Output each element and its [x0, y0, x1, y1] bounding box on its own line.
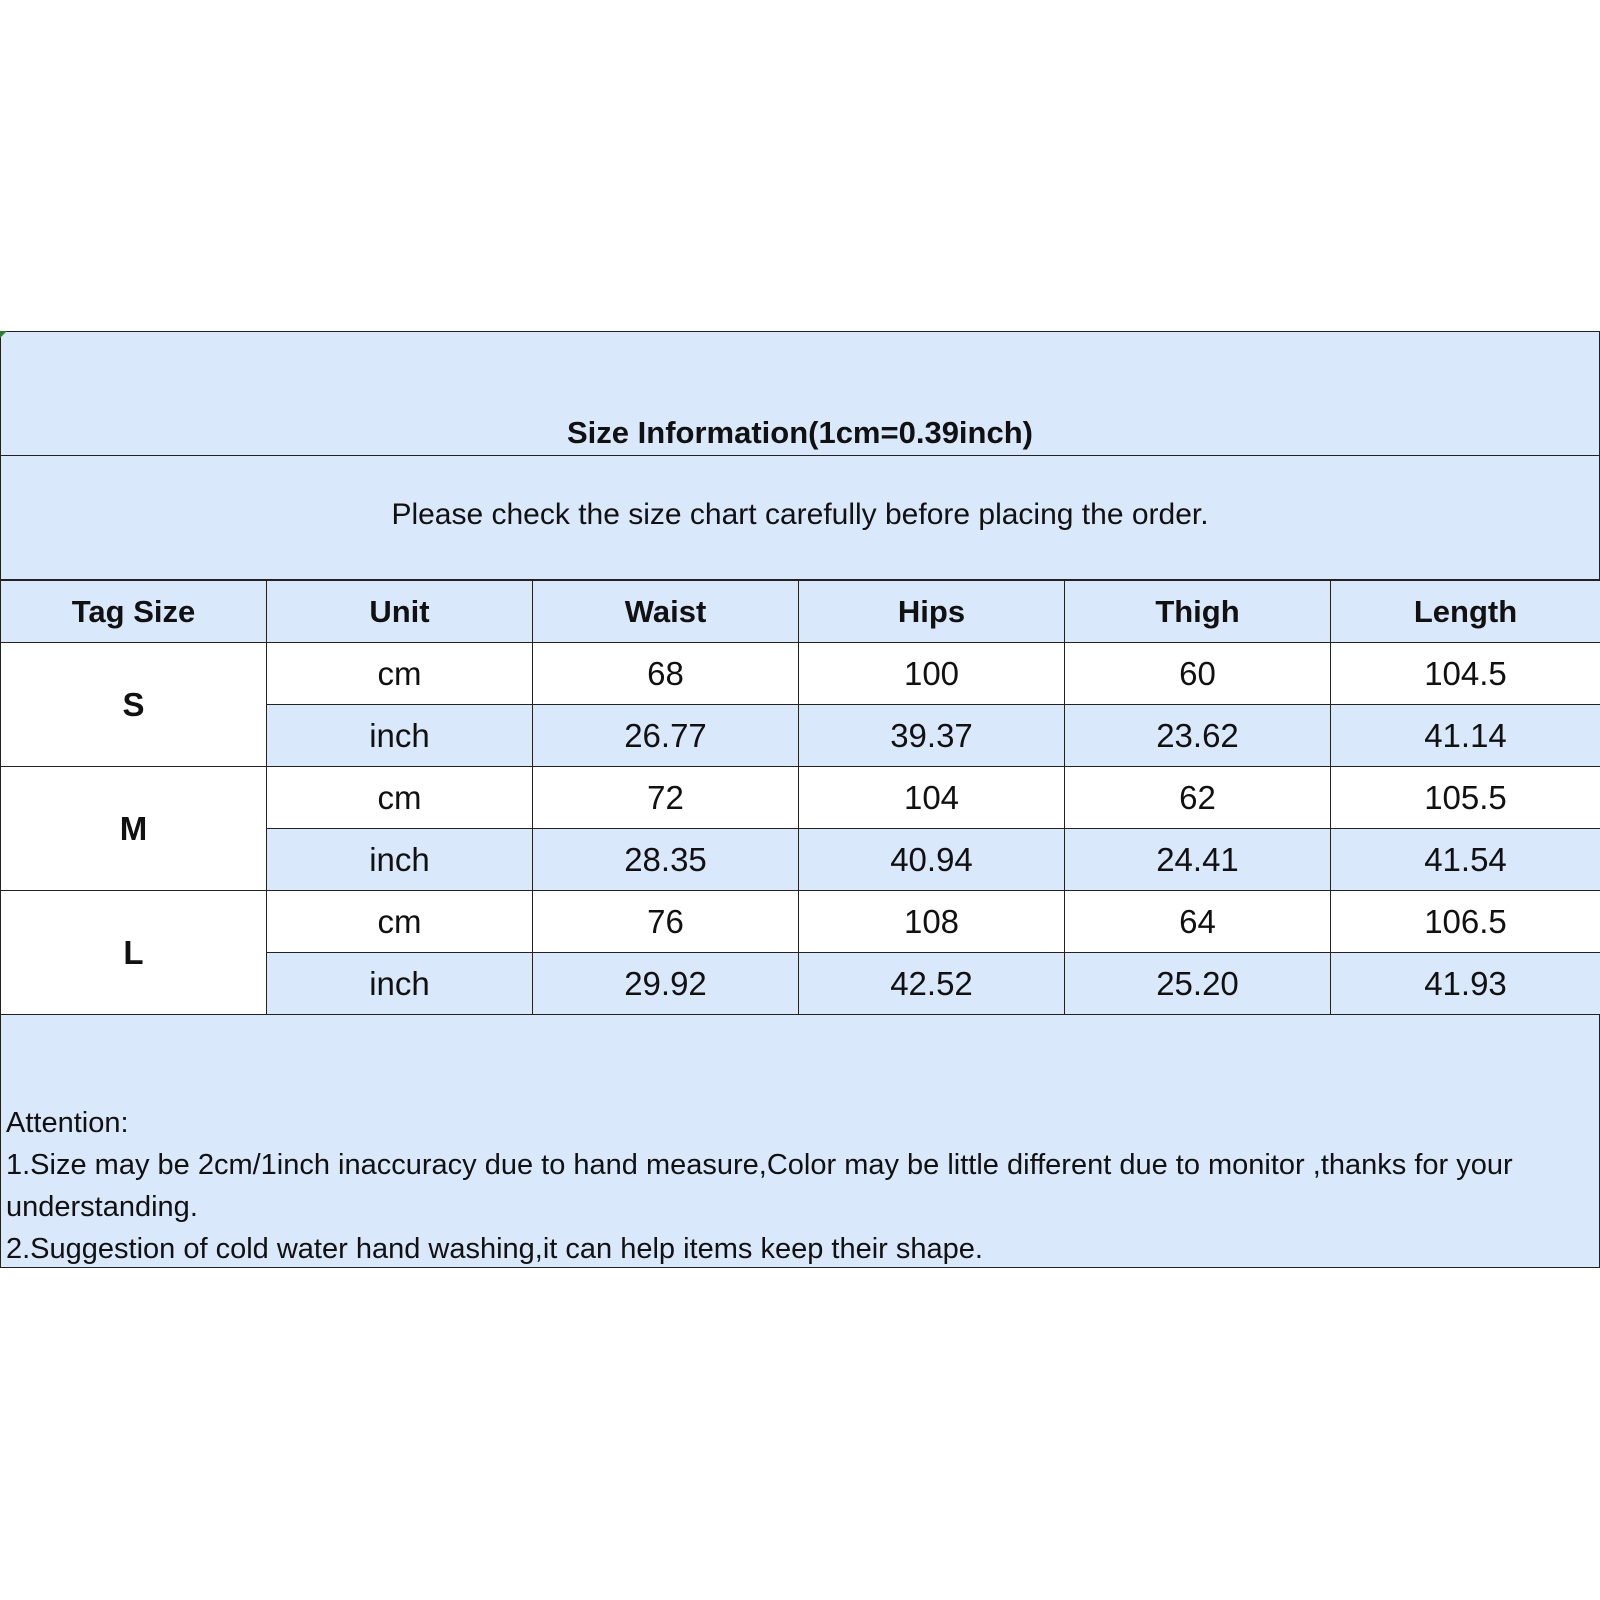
- header-thigh: Thigh: [1065, 581, 1331, 643]
- page-title: Size Information(1cm=0.39inch): [567, 415, 1033, 450]
- table-row: [1, 643, 1600, 705]
- hips-cell: 40.94: [799, 829, 1065, 891]
- attention-notes: [6, 1102, 1596, 1270]
- length-cell: 106.5: [1331, 891, 1600, 953]
- unit-cell: cm: [267, 643, 533, 705]
- tag-size-cell: S: [1, 643, 267, 767]
- length-cell: 41.93: [1331, 953, 1600, 1015]
- length-cell: 41.54: [1331, 829, 1600, 891]
- unit-cell: inch: [267, 829, 533, 891]
- length-cell: 104.5: [1331, 643, 1600, 705]
- unit-cell: cm: [267, 767, 533, 829]
- thigh-cell: 23.62: [1065, 705, 1331, 767]
- thigh-cell: 64: [1065, 891, 1331, 953]
- hips-cell: 104: [799, 767, 1065, 829]
- note-row: [1, 456, 1599, 580]
- table-row: [1, 891, 1600, 953]
- attention-line: 1.Size may be 2cm/1inch inaccuracy due to hand measure,Color may be little different due to monitor ,thanks for your understanding.: [6, 1149, 1513, 1223]
- waist-cell: 29.92: [533, 953, 799, 1015]
- title-row: [1, 332, 1599, 456]
- tag-size-cell: L: [1, 891, 267, 1015]
- attention-line: 2.Suggestion of cold water hand washing,it can help items keep their shape.: [6, 1233, 983, 1265]
- unit-cell: cm: [267, 891, 533, 953]
- thigh-cell: 24.41: [1065, 829, 1331, 891]
- hips-cell: 108: [799, 891, 1065, 953]
- hips-cell: 42.52: [799, 953, 1065, 1015]
- table-header-row: [1, 581, 1600, 643]
- hips-cell: 100: [799, 643, 1065, 705]
- header-hips: Hips: [799, 581, 1065, 643]
- unit-cell: inch: [267, 953, 533, 1015]
- unit-cell: inch: [267, 705, 533, 767]
- header-length: Length: [1331, 581, 1600, 643]
- thigh-cell: 62: [1065, 767, 1331, 829]
- thigh-cell: 60: [1065, 643, 1331, 705]
- size-chart: [0, 331, 1600, 1268]
- waist-cell: 26.77: [533, 705, 799, 767]
- length-cell: 105.5: [1331, 767, 1600, 829]
- hips-cell: 39.37: [799, 705, 1065, 767]
- header-tag-size: Tag Size: [1, 581, 267, 643]
- waist-cell: 68: [533, 643, 799, 705]
- table-row: [1, 767, 1600, 829]
- size-table: [0, 580, 1600, 1015]
- length-cell: 41.14: [1331, 705, 1600, 767]
- waist-cell: 72: [533, 767, 799, 829]
- waist-cell: 76: [533, 891, 799, 953]
- header-waist: Waist: [533, 581, 799, 643]
- header-unit: Unit: [267, 581, 533, 643]
- attention-heading: Attention:: [6, 1107, 129, 1139]
- tag-size-cell: M: [1, 767, 267, 891]
- thigh-cell: 25.20: [1065, 953, 1331, 1015]
- size-note: Please check the size chart carefully before placing the order.: [391, 498, 1209, 531]
- waist-cell: 28.35: [533, 829, 799, 891]
